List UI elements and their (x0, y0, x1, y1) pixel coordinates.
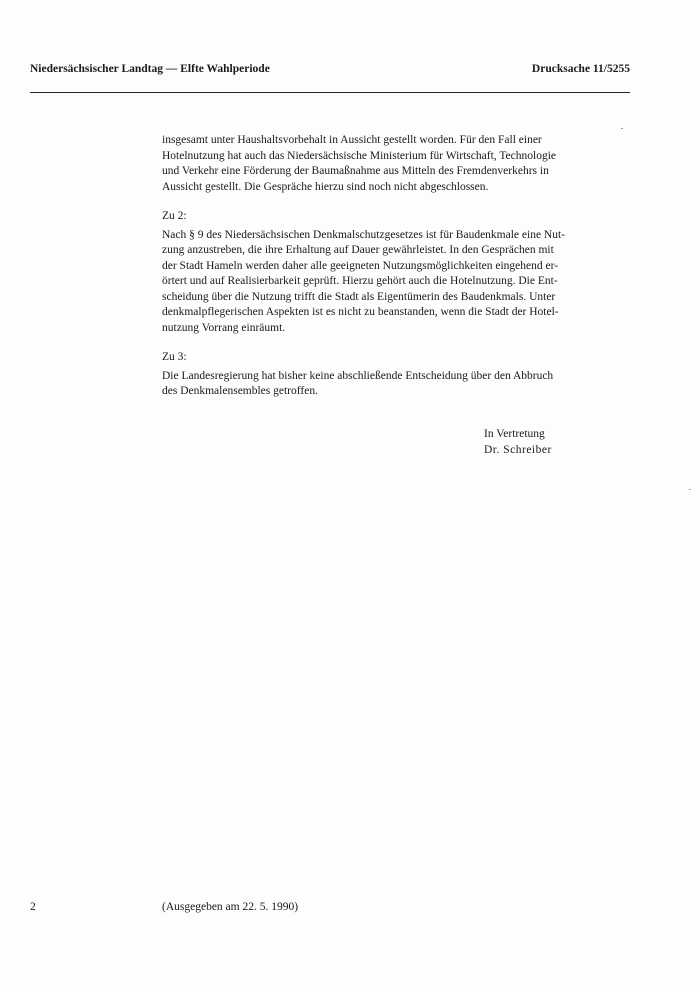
text-line: Nach § 9 des Niedersächsischen Denkmalschutzgesetzes ist für Baudenkmale eine Nut- (162, 228, 565, 241)
text-line: Hotelnutzung hat auch das Niedersächsische Ministerium für Wirtschaft, Technologie (162, 149, 556, 162)
section-heading-zu-3: Zu 3: (162, 351, 187, 363)
text-line: Die Landesregierung hat bisher keine abschließende Entscheidung über den Abbruch (162, 369, 554, 382)
document-number: Drucksache 11/5255 (531, 63, 630, 75)
intro-paragraph (162, 133, 566, 195)
text-line: der Stadt Hameln werden daher alle geeigneten Nutzungsmöglichkeiten eingehend er- (162, 259, 559, 272)
scan-speck (689, 489, 691, 490)
header-title: Niedersächsischer Landtag — Elfte Wahlperiode (30, 63, 270, 75)
signatory-name: Dr. Schreiber (484, 444, 552, 456)
closing-formula: In Vertretung (484, 428, 545, 440)
page-header (30, 63, 630, 75)
text-line: Aussicht gestellt. Die Gespräche hierzu sind noch nicht abgeschlossen. (162, 180, 489, 193)
text-line: örtert und auf Realisierbarkeit geprüft. Hierzu gehört auch die Hotelnutzung. Die Ent- (162, 275, 558, 287)
text-line: und Verkehr eine Förderung der Baumaßnahme aus Mitteln des Fremdenverkehrs in (162, 165, 549, 177)
text-line: des Denkmalensembles getroffen. (162, 385, 318, 397)
signature-block (484, 426, 552, 458)
zu-3-paragraph (162, 369, 566, 400)
zu-2-paragraph (162, 228, 566, 337)
header-rule (30, 92, 630, 93)
scan-speck (621, 128, 623, 129)
page-number: 2 (30, 901, 36, 913)
document-body (162, 133, 566, 400)
text-line: nutzung Vorrang einräumt. (162, 321, 286, 334)
issue-date-note: (Ausgegeben am 22. 5. 1990) (162, 901, 299, 913)
text-line: denkmalpflegerischen Aspekten ist es nicht zu beanstanden, wenn die Stadt der Hotel- (162, 306, 559, 318)
text-line: insgesamt unter Haushaltsvorbehalt in Aussicht gestellt worden. Für den Fall einer (162, 134, 542, 146)
text-line: zung anzustreben, die ihre Erhaltung auf Dauer gewährleistet. In den Gesprächen mit (162, 244, 554, 256)
section-heading-zu-2: Zu 2: (162, 210, 187, 222)
text-line: scheidung über die Nutzung trifft die Stadt als Eigentümerin des Baudenkmals. Unter (162, 290, 556, 303)
